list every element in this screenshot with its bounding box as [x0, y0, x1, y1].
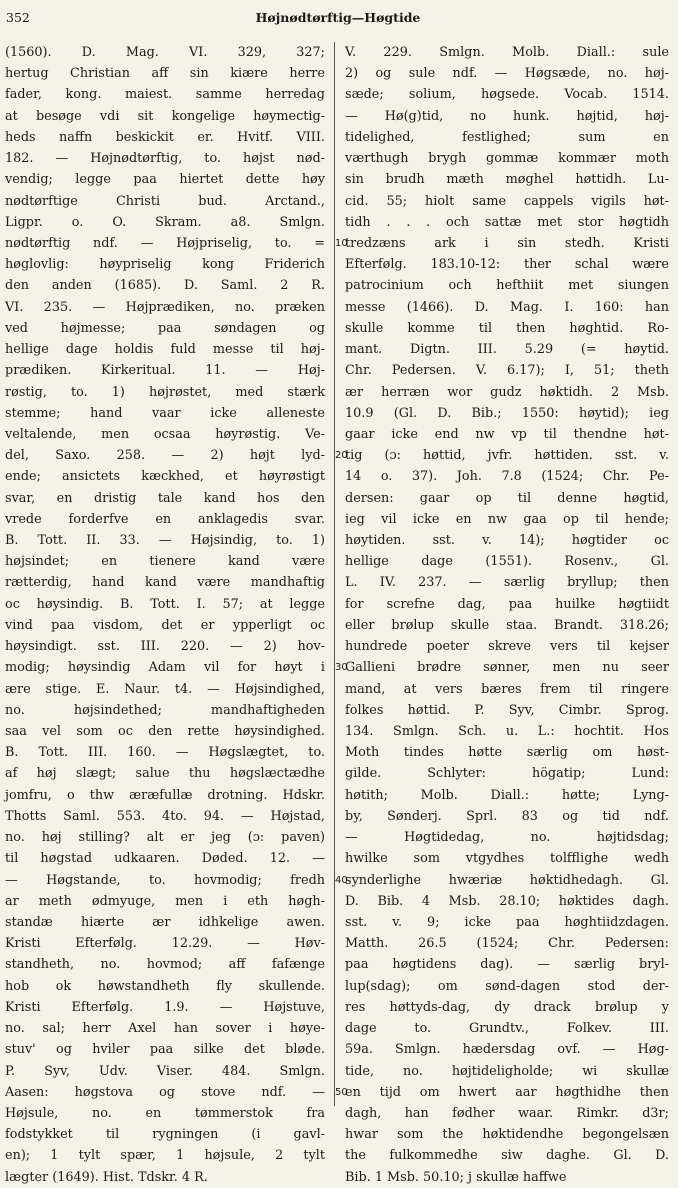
text-line: paa høgtidens dag). — særlig bryl- [345, 957, 669, 973]
text-line: højsindet; en tienere kand være [5, 554, 325, 570]
text-line: 134. Smlgn. Sch. u. L.: hochtit. Hos [345, 724, 669, 739]
text-line: den anden (1685). D. Saml. 2 R. [5, 278, 325, 294]
text-line: tidh . . . och sattæ met stor høgtidh [345, 214, 669, 230]
text-line: en tijd om hwert aar høgthidhe then [345, 1084, 669, 1100]
text-line: Højsule, no. en tømmerstok fra [5, 1105, 325, 1121]
text-line: del, Saxo. 258. — 2) højt lyd- [5, 448, 325, 464]
text-line: ar meth ødmyuge, men i eth høgh- [5, 893, 325, 909]
text-line: 182. — Højnødtørftig, to. højst nød- [5, 151, 325, 167]
text-line: Bib. 1 Msb. 50.10; j skullæ haffwe [345, 1169, 567, 1185]
text-line: ende; ansictets kæckhed, et høyrøstigt [5, 469, 325, 485]
text-line: Gallieni brødre sønner, men nu seer [345, 660, 669, 676]
text-line: eller brølup skulle staa. Brandt. 318.26; [345, 617, 669, 633]
text-line: VI. 235. — Højprædiken, no. præken [5, 299, 325, 315]
page-number: 352 [6, 10, 30, 25]
text-line: oc høysindig. B. Tott. I. 57; at legge [5, 596, 325, 612]
text-line: B. Tott. II. 33. — Højsindig, to. 1) [5, 533, 325, 549]
text-line: dage to. Grundtv., Folkev. III. [345, 1021, 669, 1037]
text-line: D. Bib. 4 Msb. 28.10; høktides dagh. [345, 893, 669, 909]
text-line: stuv' og hviler paa silke det bløde. [5, 1042, 325, 1058]
text-line: tredzæns ark i sin stedh. Kristi [345, 235, 669, 251]
text-line: en); 1 tylt spær, 1 højsule, 2 tylt [5, 1148, 325, 1164]
text-line: Kristi Efterfølg. 12.29. — Høv- [5, 936, 325, 952]
text-line: tidelighed, festlighed; sum en [345, 129, 669, 145]
text-line: folkes høttid. P. Syv, Cimbr. Sprog. [345, 702, 669, 718]
text-line: L. IV. 237. — særlig bryllup; then [345, 575, 669, 591]
text-line: ære stige. E. Naur. t4. — Højsindighed, [5, 681, 325, 697]
text-line: sin brudh mæth møghel høttidh. Lu- [345, 172, 669, 188]
text-line: hellige dage (1551). Rosenv., Gl. [345, 554, 669, 570]
text-line: sæde; solium, høgsede. Vocab. 1514. [345, 87, 669, 103]
text-line: saa vel som oc den rette høysindighed. [5, 724, 325, 739]
text-line: mand, at vers bæres frem til ringere [345, 681, 669, 697]
text-line: mant. Digtn. III. 5.29 (= høytid. [345, 342, 669, 358]
text-line: lægter (1649). Hist. Tdskr. 4 R. [5, 1169, 208, 1185]
text-line: ieg vil icke en nw gaa op til hende; [345, 511, 669, 527]
text-line: no. sal; herr Axel han sover i høye- [5, 1021, 325, 1037]
left-column [5, 42, 325, 1185]
right-column [345, 42, 669, 1185]
text-line: svar, en dristig tale kand hos den [5, 490, 325, 506]
text-line: Ligpr. o. O. Skram. a8. Smlgn. [5, 214, 325, 230]
text-line: prædiken. Kirkeritual. 11. — Høj- [5, 363, 325, 379]
text-line: rætterdig, hand kand være mandhaftig [5, 575, 325, 591]
text-line: Thotts Saml. 553. 4to. 94. — Højstad, [5, 808, 325, 824]
text-line: cid. 55; hiolt same cappels vigils høt- [345, 193, 669, 209]
text-line: skulle komme til then høghtid. Ro- [345, 320, 669, 336]
text-line: fodstykket til rygningen (i gavl- [5, 1127, 325, 1143]
page-header [6, 10, 670, 34]
margin-line-number: 20 [335, 450, 348, 462]
text-line: nødtørftige Christi bud. Arctand., [5, 193, 325, 209]
text-line: standæ hiærte ær idhkelige awen. [5, 914, 325, 930]
text-line: no. høj stilling? alt er jeg (ɔ: paven) [5, 830, 325, 846]
text-line: gaar icke end nw vp til thendne høt- [345, 426, 669, 442]
text-line: høytiden. sst. v. 14); høgtider oc [345, 533, 669, 549]
text-line: gilde. Schlyter: högatip; Lund: [345, 766, 669, 782]
text-line: nødtørftig ndf. — Højpriselig, to. = [5, 235, 325, 251]
text-line: Kristi Efterfølg. 1.9. — Højstuve, [5, 999, 325, 1015]
text-line: modig; høysindig Adam vil for høyt i [5, 660, 325, 676]
text-line: (1560). D. Mag. VI. 329, 327; [5, 45, 325, 60]
text-line: jomfru, o thw æræfullæ drotning. Hdskr. [5, 787, 325, 803]
text-line: 14 o. 37). Joh. 7.8 (1524; Chr. Pe- [345, 469, 669, 485]
text-line: standheth, no. hovmod; aff fafænge [5, 957, 325, 973]
text-line: tide, no. højtideligholde; wi skullæ [345, 1063, 669, 1079]
text-line: vrede forderfve en anklagedis svar. [5, 511, 325, 527]
margin-line-number: 40 [335, 874, 348, 886]
text-line: dersen: gaar op til denne høgtid, [345, 490, 669, 506]
text-line: veltalende, men ocsaa høyrøstig. Ve- [5, 426, 325, 442]
column-divider [334, 42, 335, 1106]
text-line: Moth tindes høtte særlig om høst- [345, 745, 669, 761]
text-line: Chr. Pedersen. V. 6.17); I, 51; theth [345, 363, 669, 379]
text-line: — Høgstande, to. hovmodig; fredh [5, 872, 325, 888]
margin-line-number: 10 [335, 237, 348, 249]
text-line: heds naffn beskickit er. Hvitf. VIII. [5, 129, 325, 145]
text-line: Matth. 26.5 (1524; Chr. Pedersen: [345, 936, 669, 952]
text-line: af høj slægt; salue thu høgslæctædhe [5, 766, 325, 782]
text-line: vind paa visdom, det er ypperligt oc [5, 617, 325, 633]
text-line: hwilke som vtgydhes tolfflighe wedh [345, 851, 669, 867]
text-line: lup(sdag); om sønd-dagen stod der- [345, 978, 669, 994]
text-line: tig (ɔ: høttid, jvfr. høttiden. sst. v. [345, 448, 669, 464]
text-line: ved højmesse; paa søndagen og [5, 320, 325, 336]
text-line: B. Tott. III. 160. — Høgslægtet, to. [5, 745, 325, 761]
text-line: høglovlig: høypriselig kong Friderich [5, 257, 325, 273]
text-line: messe (1466). D. Mag. I. 160: han [345, 299, 669, 315]
text-line: vendig; legge paa hiertet dette høy [5, 172, 325, 188]
text-line: høtith; Molb. Diall.: høtte; Lyng- [345, 787, 669, 803]
text-line: stemme; hand vaar icke alleneste [5, 405, 325, 421]
text-line: røstig, to. 1) højrøstet, med stærk [5, 384, 325, 400]
text-line: sst. v. 9; icke paa høghtiidzdagen. [345, 914, 669, 930]
text-line: patrocinium och hefthiit met siungen [345, 278, 669, 294]
text-line: til høgstad udkaaren. Døded. 12. — [5, 851, 325, 867]
margin-line-number: 50 [335, 1086, 348, 1098]
text-line: høysindigt. sst. III. 220. — 2) hov- [5, 639, 325, 655]
text-line: dagh, han fødher waar. Rimkr. d3r; [345, 1105, 669, 1121]
text-line: Aasen: høgstova og stove ndf. — [5, 1084, 325, 1100]
text-line: V. 229. Smlgn. Molb. Diall.: sule [345, 45, 669, 60]
text-line: by, Sønderj. Sprl. 83 og tid ndf. [345, 808, 669, 824]
text-line: Efterfølg. 183.10-12: ther schal wære [345, 257, 669, 273]
text-line: hundrede poeter skreve vers til kejser [345, 639, 669, 655]
text-line: ær herræn wor gudz høktidh. 2 Msb. [345, 384, 669, 400]
text-line: no. højsindethed; mandhaftigheden [5, 702, 325, 718]
text-line: at besøge vdi sit kongelige høymectig- [5, 108, 325, 124]
text-line: hertug Christian aff sin kiære herre [5, 66, 325, 82]
running-head: Højnødtørftig—Høgtide [255, 10, 421, 25]
text-line: — Hø(g)tid, no hunk. højtid, høj- [345, 108, 669, 124]
text-columns [5, 42, 669, 1185]
text-line: — Høgtidedag, no. højtidsdag; [345, 830, 669, 846]
text-line: 2) og sule ndf. — Høgsæde, no. høj- [345, 66, 669, 82]
text-line: synderlighe hwæriæ høktidhedagh. Gl. [345, 872, 669, 888]
text-line: P. Syv, Udv. Viser. 484. Smlgn. [5, 1063, 325, 1079]
text-line: hob ok høwstandheth fly skullende. [5, 978, 325, 994]
text-line: for screfne dag, paa huilke høgtiidt [345, 596, 669, 612]
text-line: the fulkommedhe siw daghe. Gl. D. [345, 1148, 669, 1164]
margin-line-number: 30 [335, 662, 348, 674]
text-line: 10.9 (Gl. D. Bib.; 1550: høytid); ieg [345, 405, 669, 421]
text-line: hwar som the høktidendhe begongelsæn [345, 1127, 669, 1143]
text-line: res høttyds-dag, dy drack brølup y [345, 999, 669, 1015]
text-line: hellige dage holdis fuld messe til høj- [5, 342, 325, 358]
text-line: værthugh brygh gommæ kommær moth [345, 151, 669, 167]
text-line: fader, kong. maiest. samme herredag [5, 87, 325, 103]
text-line: 59a. Smlgn. hædersdag ovf. — Høg- [345, 1042, 669, 1058]
